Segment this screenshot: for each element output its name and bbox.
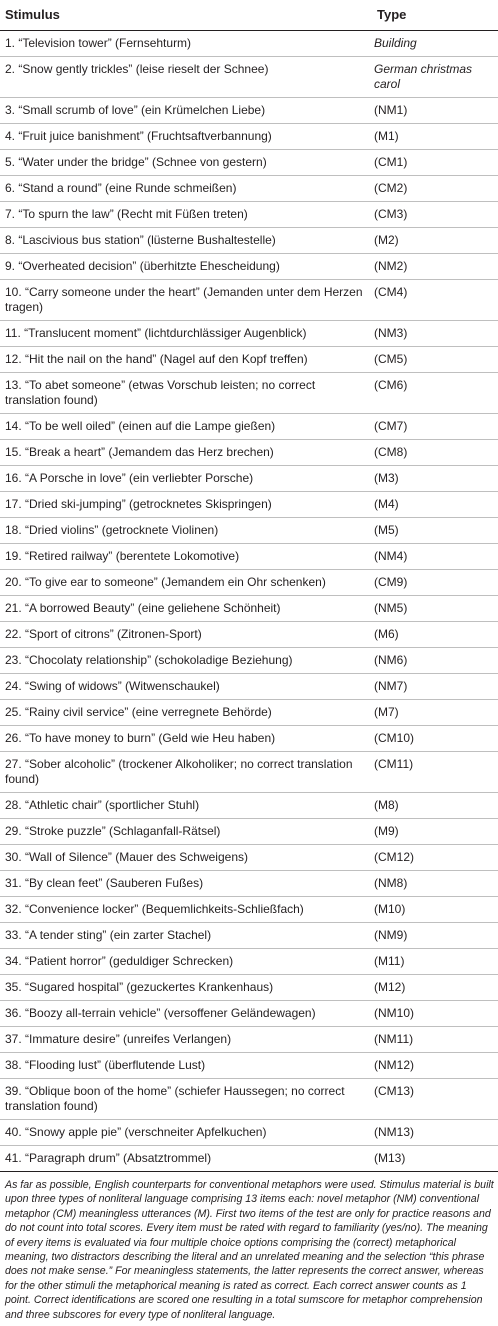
table-row	[0, 726, 498, 752]
type-cell: (CM8)	[372, 440, 498, 466]
table-row	[0, 57, 498, 98]
stimulus-cell: 3. “Small scrumb of love” (ein Krümelchen Liebe)	[0, 98, 372, 124]
table-row	[0, 570, 498, 596]
type-cell: (M3)	[372, 466, 498, 492]
stimulus-cell: 7. “To spurn the law” (Recht mit Füßen treten)	[0, 202, 372, 228]
type-cell: German christmas carol	[372, 57, 498, 98]
type-cell: (NM9)	[372, 923, 498, 949]
stimulus-cell: 31. “By clean feet” (Sauberen Fußes)	[0, 871, 372, 897]
table-row	[0, 1001, 498, 1027]
table-row	[0, 440, 498, 466]
stimulus-cell: 9. “Overheated decision” (überhitzte Ehescheidung)	[0, 254, 372, 280]
table-footnote: As far as possible, English counterparts for conventional metaphors were used. Stimulus material is built upon three types of nonliteral language comprising 13 items each: novel metaphor (NM) conventional metaphor (CM) meaningless utterances (M). First two items of the test are only for practice reasons and do not count into total scores. Every item must be rated with regard to familiarity (yes/no). The meaning of every items is evaluated via four multiple choice options comprising the (correct) metaphorical meaning, two distractors describing the literal and an unrelated meaning and the selection “this phrase does not make sense.” For meaningless statements, the latter represents the correct answer, whereas for the other stimuli the metaphorical meaning is rated as correct. Each correct answer counts as 1 point. Correct identifications are scored one resulting in a total sumscore for metaphor comprehension and three subscores for every type of nonliteral language.	[5, 1179, 494, 1321]
header-type: Type	[372, 0, 498, 31]
stimulus-cell: 32. “Convenience locker” (Bequemlichkeits-Schließfach)	[0, 897, 372, 923]
type-cell: (CM4)	[372, 280, 498, 321]
stimulus-cell: 20. “To give ear to someone” (Jemandem ein Ohr schenken)	[0, 570, 372, 596]
type-cell: (NM12)	[372, 1053, 498, 1079]
stimulus-cell: 27. “Sober alcoholic” (trockener Alkoholiker; no correct translation found)	[0, 752, 372, 793]
table-row	[0, 700, 498, 726]
table-row	[0, 949, 498, 975]
table-row	[0, 544, 498, 570]
table-row	[0, 923, 498, 949]
table-row	[0, 819, 498, 845]
table-row	[0, 414, 498, 440]
type-cell: (NM3)	[372, 321, 498, 347]
type-cell: (CM6)	[372, 373, 498, 414]
table-row	[0, 1053, 498, 1079]
stimulus-cell: 16. “A Porsche in love” (ein verliebter Porsche)	[0, 466, 372, 492]
type-cell: (M8)	[372, 793, 498, 819]
table-row	[0, 1079, 498, 1120]
type-cell: (CM11)	[372, 752, 498, 793]
stimulus-cell: 33. “A tender sting” (ein zarter Stachel)	[0, 923, 372, 949]
stimulus-cell: 30. “Wall of Silence” (Mauer des Schweigens)	[0, 845, 372, 871]
stimulus-cell: 29. “Stroke puzzle” (Schlaganfall-Rätsel)	[0, 819, 372, 845]
stimulus-cell: 11. “Translucent moment” (lichtdurchlässiger Augenblick)	[0, 321, 372, 347]
type-cell: (M11)	[372, 949, 498, 975]
type-cell: (M10)	[372, 897, 498, 923]
table-row	[0, 622, 498, 648]
type-cell: (CM7)	[372, 414, 498, 440]
table-row	[0, 280, 498, 321]
type-cell: (M7)	[372, 700, 498, 726]
stimulus-cell: 6. “Stand a round” (eine Runde schmeißen)	[0, 176, 372, 202]
type-cell: (M9)	[372, 819, 498, 845]
stimulus-cell: 8. “Lascivious bus station” (lüsterne Bushaltestelle)	[0, 228, 372, 254]
stimulus-cell: 22. “Sport of citrons” (Zitronen-Sport)	[0, 622, 372, 648]
table-row	[0, 648, 498, 674]
stimulus-cell: 2. “Snow gently trickles” (leise rieselt der Schnee)	[0, 57, 372, 98]
type-cell: (CM5)	[372, 347, 498, 373]
table-row	[0, 1146, 498, 1172]
type-cell: Building	[372, 31, 498, 57]
table-body	[0, 31, 498, 1172]
stimulus-cell: 18. “Dried violins” (getrocknete Violinen)	[0, 518, 372, 544]
type-cell: (M13)	[372, 1146, 498, 1172]
stimulus-cell: 37. “Immature desire” (unreifes Verlangen)	[0, 1027, 372, 1053]
stimulus-cell: 34. “Patient horror” (geduldiger Schrecken)	[0, 949, 372, 975]
stimulus-cell: 24. “Swing of widows” (Witwenschaukel)	[0, 674, 372, 700]
stimulus-cell: 35. “Sugared hospital” (gezuckertes Krankenhaus)	[0, 975, 372, 1001]
table-row	[0, 98, 498, 124]
stimulus-cell: 38. “Flooding lust” (überflutende Lust)	[0, 1053, 372, 1079]
stimulus-cell: 10. “Carry someone under the heart” (Jemanden unter dem Herzen tragen)	[0, 280, 372, 321]
type-cell: (CM13)	[372, 1079, 498, 1120]
stimulus-cell: 4. “Fruit juice banishment” (Fruchtsaftverbannung)	[0, 124, 372, 150]
type-cell: (NM7)	[372, 674, 498, 700]
stimulus-cell: 13. “To abet someone” (etwas Vorschub leisten; no correct translation found)	[0, 373, 372, 414]
header-stimulus: Stimulus	[0, 0, 372, 31]
type-cell: (NM8)	[372, 871, 498, 897]
table-row	[0, 596, 498, 622]
table-header-row	[0, 0, 498, 31]
type-cell: (NM6)	[372, 648, 498, 674]
type-cell: (CM3)	[372, 202, 498, 228]
stimulus-cell: 17. “Dried ski-jumping” (getrocknetes Skispringen)	[0, 492, 372, 518]
table-row	[0, 1027, 498, 1053]
type-cell: (CM1)	[372, 150, 498, 176]
stimulus-cell: 40. “Snowy apple pie” (verschneiter Apfelkuchen)	[0, 1120, 372, 1146]
table-row	[0, 202, 498, 228]
table-row	[0, 492, 498, 518]
type-cell: (M6)	[372, 622, 498, 648]
stimulus-cell: 39. “Oblique boon of the home” (schiefer Haussegen; no correct translation found)	[0, 1079, 372, 1120]
type-cell: (CM2)	[372, 176, 498, 202]
table-row	[0, 975, 498, 1001]
table-row	[0, 321, 498, 347]
type-cell: (CM10)	[372, 726, 498, 752]
stimulus-cell: 23. “Chocolaty relationship” (schokoladige Beziehung)	[0, 648, 372, 674]
stimulus-cell: 26. “To have money to burn” (Geld wie Heu haben)	[0, 726, 372, 752]
stimulus-cell: 36. “Boozy all-terrain vehicle” (versoffener Geländewagen)	[0, 1001, 372, 1027]
type-cell: (NM5)	[372, 596, 498, 622]
type-cell: (M5)	[372, 518, 498, 544]
table-row	[0, 871, 498, 897]
table-row	[0, 347, 498, 373]
type-cell: (NM10)	[372, 1001, 498, 1027]
table-row	[0, 373, 498, 414]
type-cell: (M2)	[372, 228, 498, 254]
type-cell: (CM12)	[372, 845, 498, 871]
table-row	[0, 897, 498, 923]
type-cell: (M12)	[372, 975, 498, 1001]
type-cell: (M1)	[372, 124, 498, 150]
type-cell: (NM13)	[372, 1120, 498, 1146]
table-row	[0, 674, 498, 700]
stimulus-cell: 14. “To be well oiled” (einen auf die Lampe gießen)	[0, 414, 372, 440]
table-row	[0, 518, 498, 544]
type-cell: (NM2)	[372, 254, 498, 280]
table-row	[0, 793, 498, 819]
stimulus-cell: 41. “Paragraph drum” (Absatztrommel)	[0, 1146, 372, 1172]
type-cell: (NM1)	[372, 98, 498, 124]
stimulus-cell: 15. “Break a heart” (Jemandem das Herz brechen)	[0, 440, 372, 466]
table-row	[0, 124, 498, 150]
type-cell: (NM4)	[372, 544, 498, 570]
table-row	[0, 1120, 498, 1146]
table-row	[0, 254, 498, 280]
stimulus-cell: 1. “Television tower” (Fernsehturm)	[0, 31, 372, 57]
type-cell: (NM11)	[372, 1027, 498, 1053]
table-row	[0, 752, 498, 793]
stimulus-cell: 28. “Athletic chair” (sportlicher Stuhl)	[0, 793, 372, 819]
table-row	[0, 176, 498, 202]
table-row	[0, 31, 498, 57]
stimulus-cell: 25. “Rainy civil service” (eine verregnete Behörde)	[0, 700, 372, 726]
stimulus-cell: 21. “A borrowed Beauty” (eine geliehene Schönheit)	[0, 596, 372, 622]
table-row	[0, 150, 498, 176]
stimulus-cell: 19. “Retired railway” (berentete Lokomotive)	[0, 544, 372, 570]
table-row	[0, 845, 498, 871]
table-row	[0, 466, 498, 492]
type-cell: (CM9)	[372, 570, 498, 596]
stimulus-cell: 12. “Hit the nail on the hand” (Nagel auf den Kopf treffen)	[0, 347, 372, 373]
type-cell: (M4)	[372, 492, 498, 518]
table-row	[0, 228, 498, 254]
stimulus-cell: 5. “Water under the bridge” (Schnee von gestern)	[0, 150, 372, 176]
